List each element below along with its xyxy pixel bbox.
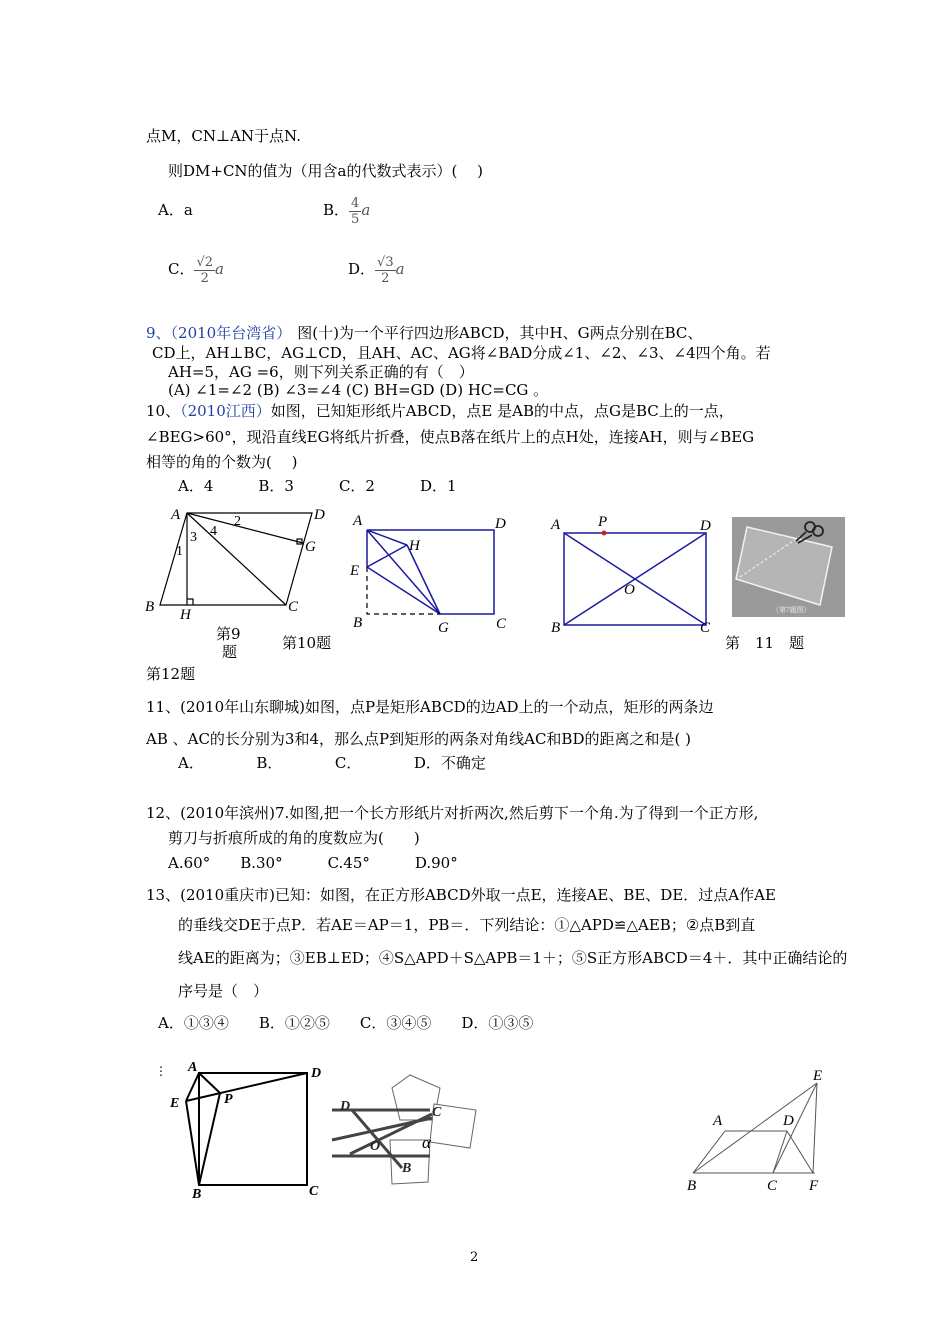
fig14-label-D: D bbox=[340, 1099, 351, 1114]
fig9-label-A: A bbox=[171, 507, 181, 523]
q8-option-d bbox=[348, 249, 405, 289]
fig14-label-B: B bbox=[402, 1161, 412, 1176]
fig10-label-H: H bbox=[409, 538, 420, 554]
q13-line2: 的垂线交DE于点P．若AE＝AP＝1，PB＝．下列结论：①△APD≌△AEB；②点B到直 bbox=[178, 916, 756, 934]
q8-option-d-num: √3 bbox=[377, 254, 394, 270]
fig13-AP bbox=[199, 1073, 220, 1093]
q12-line2: 剪刀与折痕所成的角的度数应为( ) bbox=[168, 829, 420, 847]
q12-options: A.60° B.30° C.45° D.90° bbox=[168, 854, 458, 872]
figure-12 bbox=[732, 517, 845, 617]
q10-line1 bbox=[146, 401, 734, 421]
fig13-mark: ⋮ bbox=[155, 1064, 167, 1078]
fig11-caption: 第 11 题 bbox=[725, 634, 805, 652]
fig13-label-E: E bbox=[170, 1096, 180, 1111]
fig9-right-angle-H bbox=[187, 599, 193, 605]
fig11-label-A: A bbox=[551, 517, 561, 533]
q8-option-c-label: C． bbox=[168, 260, 195, 278]
q8-option-d-var: a bbox=[395, 260, 405, 278]
q8-option-c-den: 2 bbox=[200, 270, 209, 286]
fig11-label-O: O bbox=[624, 582, 635, 598]
fig9-angle-1: 1 bbox=[176, 544, 183, 559]
figure-13 bbox=[150, 1055, 330, 1205]
q12-line1: 12、(2010年滨州)7.如图,把一个长方形纸片对折两次,然后剪下一个角.为了得到一个正方形, bbox=[146, 804, 759, 822]
fig9-angle-3: 3 bbox=[190, 530, 197, 545]
fig14-label-O: O bbox=[370, 1139, 381, 1154]
fig13-label-P: P bbox=[224, 1092, 233, 1107]
q8-option-c-fraction bbox=[194, 255, 215, 286]
fig11-label-C: C bbox=[700, 620, 711, 636]
fig13-EB bbox=[186, 1101, 199, 1185]
q8-option-d-label: D． bbox=[348, 260, 376, 278]
figure-10 bbox=[345, 508, 525, 638]
fig11-label-D: D bbox=[700, 518, 711, 534]
fig9-label-G: G bbox=[305, 539, 316, 555]
figure-15 bbox=[685, 1065, 835, 1195]
fig9-angle-2: 2 bbox=[234, 514, 241, 529]
q10-prefix: 10、 bbox=[146, 402, 181, 420]
q10-line1-text: 如图，已知矩形纸片ABCD，点E 是AB的中点，点G是BC上的一点， bbox=[270, 402, 734, 420]
q8-option-c bbox=[168, 249, 224, 289]
fig10-label-A: A bbox=[353, 513, 363, 529]
q8-option-c-var: a bbox=[215, 260, 224, 278]
fig10-label-D: D bbox=[495, 516, 506, 532]
fig13-label-B: B bbox=[192, 1187, 202, 1202]
fig15-label-B: B bbox=[687, 1178, 697, 1194]
fig10-AG bbox=[367, 530, 440, 614]
q11-line1: 11、(2010年山东聊城)如图，点P是矩形ABCD的边AD上的一个动点，矩形的两条边 bbox=[146, 698, 714, 716]
fig13-PB bbox=[199, 1093, 220, 1185]
fig11-label-B: B bbox=[551, 620, 561, 636]
q11-options: A． B． C． D．不确定 bbox=[178, 754, 486, 772]
fig10-EH bbox=[367, 545, 407, 567]
q8-option-d-fraction bbox=[375, 255, 396, 286]
fig10-label-B: B bbox=[353, 615, 363, 631]
q10-source: （2010江西） bbox=[180, 402, 271, 420]
q13-line4: 序号是（ ） bbox=[178, 982, 269, 1000]
figure-11 bbox=[545, 510, 725, 640]
fig9-AG bbox=[187, 513, 303, 543]
fig11-label-P: P bbox=[598, 514, 608, 530]
fig9-label-B: B bbox=[145, 599, 155, 615]
q13-line3: 线AE的距离为；③EB⊥ED；④S△APD＋S△APB＝1＋；⑤S正方形ABCD＝4＋．其中正确结论的 bbox=[178, 949, 848, 967]
fig13-label-C: C bbox=[309, 1184, 319, 1199]
page-number: 2 bbox=[470, 1250, 479, 1265]
q8-line2: 则DM+CN的值为（用含a的代数式表示）( ) bbox=[168, 162, 483, 180]
q8-option-b-label: B． bbox=[323, 201, 350, 219]
fig9-angle-4: 4 bbox=[210, 524, 217, 539]
q8-option-b-var: a bbox=[361, 201, 371, 219]
q8-option-d-den: 2 bbox=[381, 270, 390, 286]
q10-options: A．4 B．3 C．2 D．1 bbox=[178, 477, 457, 495]
fig11-point-P bbox=[602, 531, 607, 536]
fig12-inner-caption: （第7题图） bbox=[772, 606, 811, 614]
fig15-BE bbox=[693, 1083, 817, 1173]
fig15-label-E: E bbox=[813, 1068, 823, 1084]
fig10-label-C: C bbox=[496, 616, 507, 632]
q8-option-b-fraction bbox=[349, 196, 361, 227]
fig15-CE bbox=[773, 1083, 817, 1173]
q8-option-b bbox=[323, 190, 370, 230]
fig12-caption: 第12题 bbox=[146, 665, 196, 683]
fig9-caption-2: 题 bbox=[222, 643, 238, 661]
q8-option-b-num: 4 bbox=[351, 195, 360, 211]
q9-line3: AH=5，AG =6，则下列关系正确的有（ ） bbox=[168, 363, 474, 381]
fig13-AE bbox=[186, 1073, 199, 1101]
fig10-label-G: G bbox=[438, 620, 449, 636]
fig15-DC bbox=[773, 1131, 787, 1173]
fig15-EF bbox=[813, 1083, 817, 1173]
q9-source: 9、（2010年台湾省） bbox=[146, 324, 292, 342]
q10-line2: ∠BEG>60°，现沿直线EG将纸片折叠，使点B落在纸片上的点H处，连接AH，则与∠BEG bbox=[146, 428, 755, 446]
fig10-caption: 第10题 bbox=[282, 634, 332, 652]
fig15-label-C: C bbox=[767, 1178, 778, 1194]
q8-option-b-den: 5 bbox=[351, 211, 360, 227]
fig15-BA bbox=[693, 1131, 725, 1173]
q11-line2: AB 、AC的长分别为3和4，那么点P到矩形的两条对角线AC和BD的距离之和是( ) bbox=[146, 730, 691, 748]
q13-options: A．①③④ B．①②⑤ C．③④⑤ D．①③⑤ bbox=[158, 1014, 534, 1032]
q8-option-c-num: √2 bbox=[196, 254, 214, 270]
fig15-label-D: D bbox=[783, 1113, 794, 1129]
fig9-label-D: D bbox=[314, 507, 325, 523]
q9-line2: CD上，AH⊥BC，AG⊥CD，且AH、AC、AG将∠BAD分成∠1、∠2、∠3、∠4四个角。若 bbox=[152, 344, 771, 362]
fig9-caption-1: 第9 bbox=[216, 625, 241, 643]
fig13-label-D: D bbox=[311, 1066, 322, 1081]
q8-option-a: A．a bbox=[158, 201, 193, 219]
q13-line1: 13、(2010重庆市)已知：如图，在正方形ABCD外取一点E，连接AE、BE、DE．过点A作AE bbox=[146, 886, 776, 904]
q8-line1: 点M，CN⊥AN于点N. bbox=[146, 127, 301, 145]
fig10-rectangle bbox=[367, 530, 494, 614]
q9-line1 bbox=[146, 323, 702, 343]
fig15-label-A: A bbox=[713, 1113, 723, 1129]
fig14-label-alpha: α bbox=[422, 1133, 431, 1152]
fig9-label-H: H bbox=[180, 607, 191, 623]
fig13-label-A: A bbox=[188, 1060, 198, 1075]
figure-14 bbox=[330, 1070, 480, 1190]
q9-line4: (A) ∠1=∠2 (B) ∠3=∠4 (C) BH=GD (D) HC=CG 。 bbox=[168, 381, 549, 399]
q9-line1-text: 图(十)为一个平行四边形ABCD，其中H、G两点分别在BC、 bbox=[297, 324, 703, 342]
q10-line3: 相等的角的个数为( ) bbox=[146, 453, 298, 471]
fig10-label-E: E bbox=[350, 563, 360, 579]
fig9-label-C: C bbox=[288, 599, 299, 615]
fig14-label-C: C bbox=[432, 1105, 442, 1120]
fig15-label-F: F bbox=[809, 1178, 819, 1194]
